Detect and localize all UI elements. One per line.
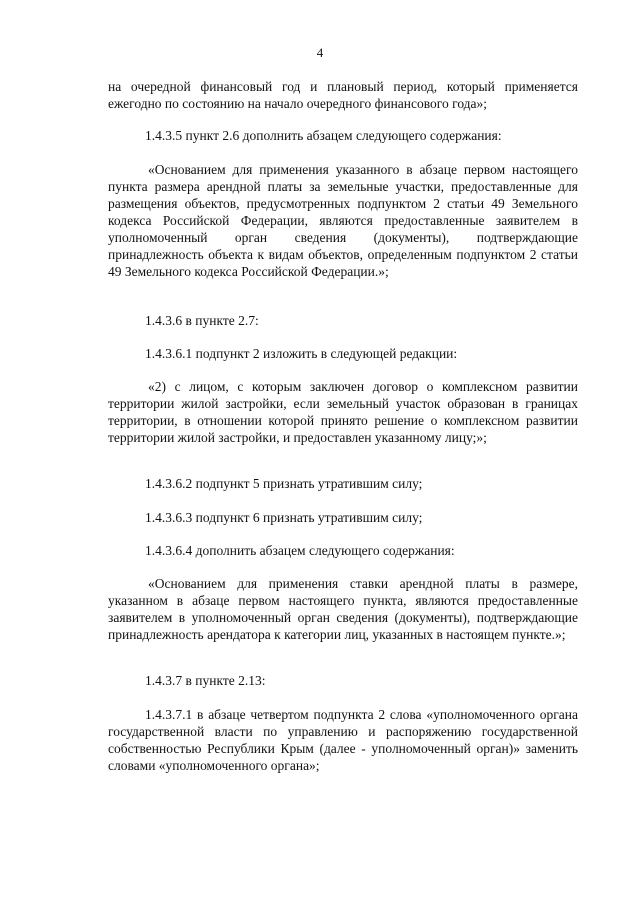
paragraph-1-4-3-6-2: 1.4.3.6.2 подпункт 5 признать утратившим силу;: [145, 476, 423, 491]
paragraph-continuation: на очередной финансовый год и плановый период, который применяется ежегодно по состоянию на начало очередного финансового года»;: [108, 79, 578, 111]
paragraph-1-4-3-6-4: 1.4.3.6.4 дополнить абзацем следующего содержания:: [145, 543, 455, 558]
paragraph-1-4-3-5: 1.4.3.5 пункт 2.6 дополнить абзацем следующего содержания:: [145, 128, 502, 143]
paragraph-1-4-3-6-1: 1.4.3.6.1 подпункт 2 изложить в следующей редакции:: [145, 346, 458, 361]
quoted-paragraph-subpoint-2: «2) с лицом, с которым заключен договор о комплексном развитии территории жилой застройки, если земельный участок образован в границах территории, в отношении которой принято решение о комплексном развитии территории жилой застройки, и предоставлен указанному лицу;»;: [108, 379, 578, 445]
paragraph-1-4-3-6: 1.4.3.6 в пункте 2.7:: [145, 313, 259, 328]
paragraph-1-4-3-6-3: 1.4.3.6.3 подпункт 6 признать утратившим силу;: [145, 510, 423, 525]
paragraph-1-4-3-7-1: 1.4.3.7.1 в абзаце четвертом подпункта 2 слова «уполномоченного органа государственной власти по управлению и распоряжению государственной собственностью Республики Крым (далее - уполномоченный орган)» заменить словами «уполномоченного органа»;: [108, 707, 578, 773]
page-number: 4: [316, 45, 324, 60]
quoted-paragraph-basis-rate: «Основанием для применения ставки арендной платы в размере, указанном в абзаце первом настоящего пункта, являются предоставленные заявителем в уполномоченный орган сведения (документы), подтверждающие принадлежность арендатора к категории лиц, указанных в настоящем пункте.»;: [108, 576, 578, 642]
paragraph-1-4-3-7: 1.4.3.7 в пункте 2.13:: [145, 673, 266, 688]
quoted-paragraph-basis-land: «Основанием для применения указанного в абзаце первом настоящего пункта размера арендной платы за земельные участки, предоставленные для размещения объектов, предусмотренных подпунктом 2 статьи 49 Земельного кодекса Российской Федерации, являются предоставленные заявителем в уполномоченный орган сведения (документы), подтверждающие принадлежность объекта к видам объектов, определенным подпунктом 2 статьи 49 Земельного кодекса Российской Федерации.»;: [108, 162, 578, 279]
